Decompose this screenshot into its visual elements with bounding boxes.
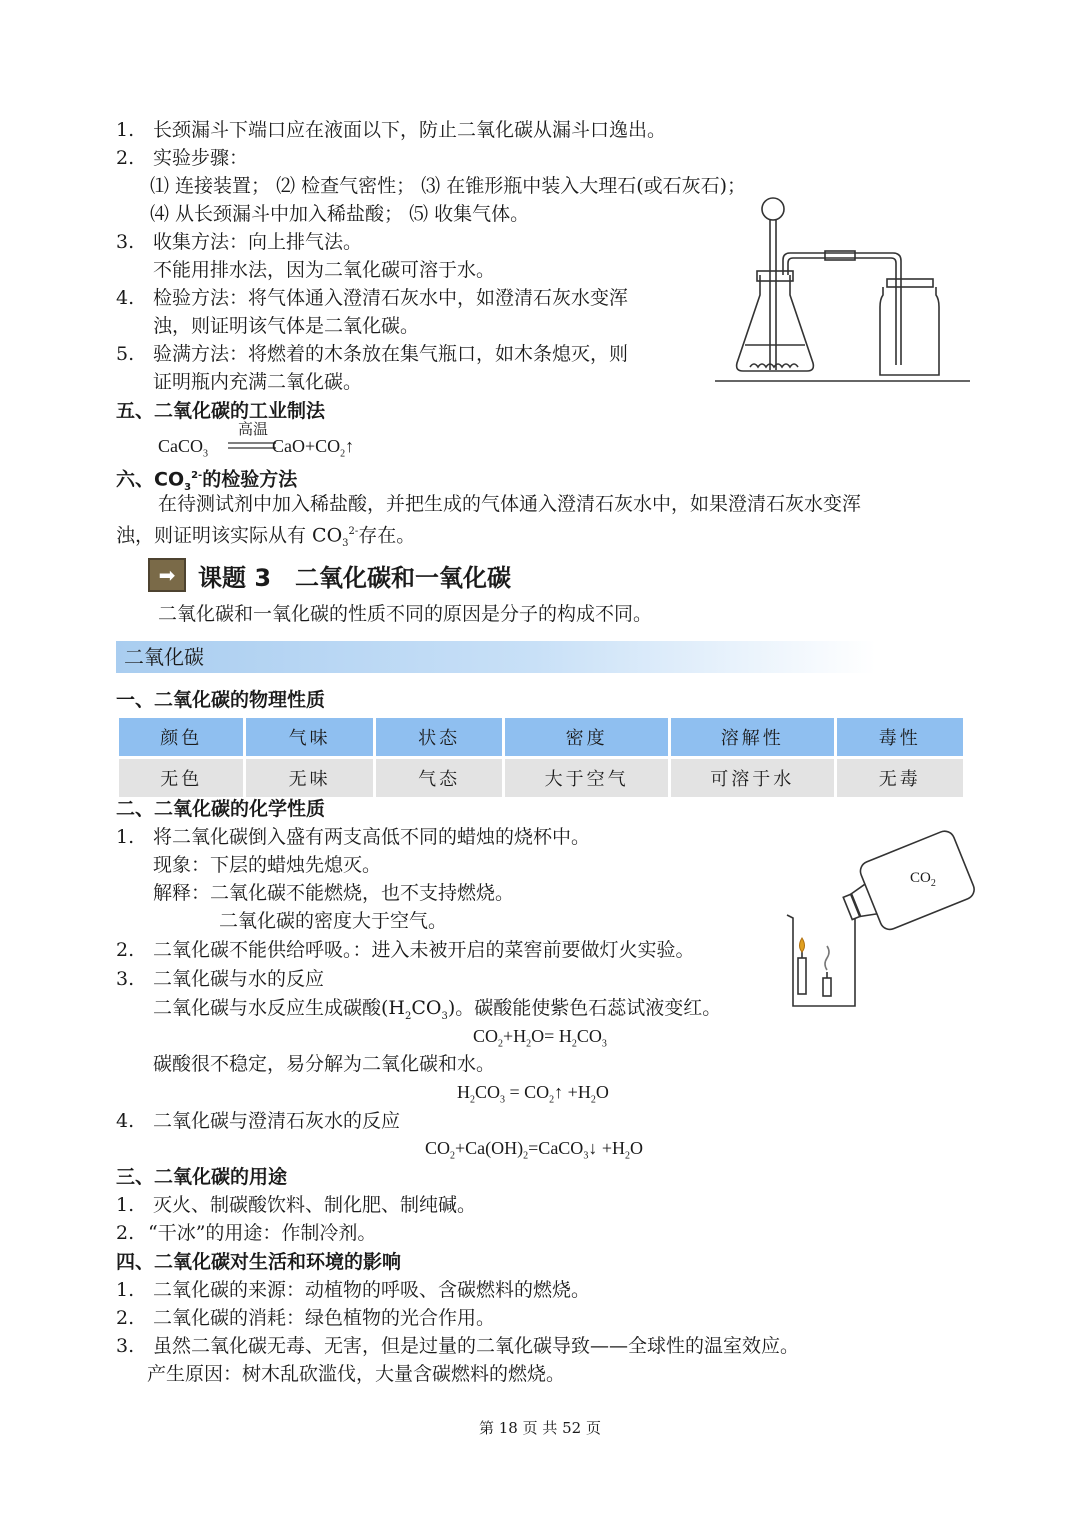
- list-number: 2.: [116, 1307, 135, 1329]
- list-number: 4.: [116, 287, 135, 309]
- table-row: [119, 759, 963, 797]
- band-title: 二氧化碳: [124, 645, 204, 669]
- equation-reactant: CaCO$_3$: [158, 436, 208, 460]
- paragraph-line: 二氧化碳与水反应生成碳酸$(H_2CO_3)$。碳酸能使紫色石蕊试液变红。: [153, 997, 722, 1022]
- reaction-condition: 高温: [238, 422, 269, 438]
- section-heading: 六、$CO_3^{2-}$的检验方法: [116, 468, 298, 494]
- chemical-equation: $CO_2+H_2O= H_2CO_3$: [473, 1026, 607, 1050]
- section-heading: 一、二氧化碳的物理性质: [116, 689, 326, 711]
- list-number: 5.: [116, 343, 135, 365]
- chemical-equation: $H_2CO_3$ = $CO_2↑ +H_2O$: [457, 1082, 609, 1106]
- paragraph-line: 碳酸很不稳定，易分解为二氧化碳和水。: [153, 1053, 496, 1075]
- list-item-text: 灭火、制碳酸饮料、制化肥、制纯碱。: [153, 1194, 477, 1216]
- list-number: 3.: [116, 231, 135, 253]
- page-footer: 第 18 页 共 52 页: [478, 1419, 601, 1437]
- list-item-text: 浊，则证明该气体是二氧化碳。: [153, 315, 420, 337]
- list-number: 1.: [116, 119, 135, 141]
- table-cell: 可溶于水: [671, 759, 834, 797]
- list-number: 1.: [116, 826, 135, 848]
- table-header: 气味: [246, 718, 372, 756]
- list-item-text: 实验步骤：: [153, 147, 249, 169]
- section-heading: 五、二氧化碳的工业制法: [116, 400, 326, 422]
- table-cell: 大于空气: [505, 759, 668, 797]
- table-header: 溶解性: [671, 718, 834, 756]
- list-item-text: 二氧化碳与澄清石灰水的反应: [153, 1110, 401, 1132]
- equals-sign: [228, 442, 276, 450]
- paragraph-line: 产生原因：树木乱砍滥伐，大量含碳燃料的燃烧。: [147, 1363, 566, 1385]
- list-item-text: ⑷ 从长颈漏斗中加入稀盐酸； ⑸ 收集气体。: [150, 203, 530, 225]
- list-item-text: “干冰”的用途：作制冷剂。: [148, 1222, 377, 1244]
- paragraph-line: 解释：二氧化碳不能燃烧，也不支持燃烧。: [153, 882, 515, 904]
- list-item-text: 证明瓶内充满二氧化碳。: [153, 371, 363, 393]
- list-number: 1.: [116, 1194, 135, 1216]
- list-item-text: 二氧化碳的来源：动植物的呼吸、含碳燃料的燃烧。: [153, 1279, 591, 1301]
- topic-title: 课题 3 二氧化碳和一氧化碳: [198, 563, 512, 592]
- section-heading: 三、二氧化碳的用途: [116, 1166, 288, 1188]
- list-item-text: 长颈漏斗下端口应在液面以下，防止二氧化碳从漏斗口逸出。: [153, 119, 667, 141]
- equation-product: $CaO+CO_2↑$: [272, 436, 355, 460]
- candle-experiment-figure: [783, 830, 973, 1010]
- list-item-text: 验满方法：将燃着的木条放在集气瓶口，如木条熄灭，则: [153, 343, 629, 365]
- list-item-text: 二氧化碳的消耗：绿色植物的光合作用。: [153, 1307, 496, 1329]
- paragraph-line: 浊，则证明该实际从有 $CO_3^{2-}$存在。: [116, 524, 416, 550]
- list-item-text: 检验方法：将气体通入澄清石灰水中，如澄清石灰水变浑: [153, 287, 629, 309]
- chemical-equation: $CO_2+Ca(OH)_2=CaCO_3↓ +H_2O$: [425, 1138, 643, 1162]
- arrow-right-icon: ➡: [148, 558, 186, 592]
- paragraph-line: 二氧化碳的密度大于空气。: [219, 910, 448, 932]
- topic-intro: 二氧化碳和一氧化碳的性质不同的原因是分子的构成不同。: [158, 603, 653, 625]
- table-header: 密度: [505, 718, 668, 756]
- paragraph-line: 在待测试剂中加入稀盐酸，并把生成的气体通入澄清石灰水中，如果澄清石灰水变浑: [158, 493, 862, 515]
- list-number: 2.: [116, 1222, 135, 1244]
- list-number: 2.: [116, 147, 135, 169]
- list-item-text: ⑴ 连接装置； ⑵ 检查气密性； ⑶ 在锥形瓶中装入大理石(或石灰石)；: [150, 175, 747, 197]
- list-number: 2.: [116, 939, 135, 961]
- list-item-text: 不能用排水法，因为二氧化碳可溶于水。: [153, 259, 496, 281]
- co2-preparation-apparatus-figure: [715, 195, 970, 385]
- table-header: 颜色: [119, 718, 243, 756]
- list-number: 3.: [116, 968, 135, 990]
- section-heading: 四、二氧化碳对生活和环境的影响: [116, 1251, 402, 1273]
- subsection-band: [116, 641, 876, 673]
- table-cell: 气态: [376, 759, 502, 797]
- table-header: 状态: [376, 718, 502, 756]
- list-item-text: 收集方法：向上排气法。: [153, 231, 363, 253]
- list-item-text: 将二氧化碳倒入盛有两支高低不同的蜡烛的烧杯中。: [153, 826, 591, 848]
- table-header-row: [119, 718, 963, 756]
- co2-label: $CO_2$: [910, 870, 936, 889]
- table-cell: 无色: [119, 759, 243, 797]
- list-item-text: 虽然二氧化碳无毒、无害，但是过量的二氧化碳导致——全球性的温室效应。: [153, 1335, 800, 1357]
- list-number: 3.: [116, 1335, 135, 1357]
- list-number: 4.: [116, 1110, 135, 1132]
- table-cell: 无毒: [837, 759, 964, 797]
- table-header: 毒性: [837, 718, 964, 756]
- section-heading: 二、二氧化碳的化学性质: [116, 798, 326, 820]
- paragraph-line: 现象：下层的蜡烛先熄灭。: [153, 854, 382, 876]
- properties-table: [116, 715, 966, 800]
- list-item-text: 二氧化碳不能供给呼吸。：进入未被开启的菜窖前要做灯火实验。: [153, 939, 695, 961]
- list-number: 1.: [116, 1279, 135, 1301]
- list-item-text: 二氧化碳与水的反应: [153, 968, 325, 990]
- table-cell: 无味: [246, 759, 372, 797]
- topic-header: [148, 555, 511, 595]
